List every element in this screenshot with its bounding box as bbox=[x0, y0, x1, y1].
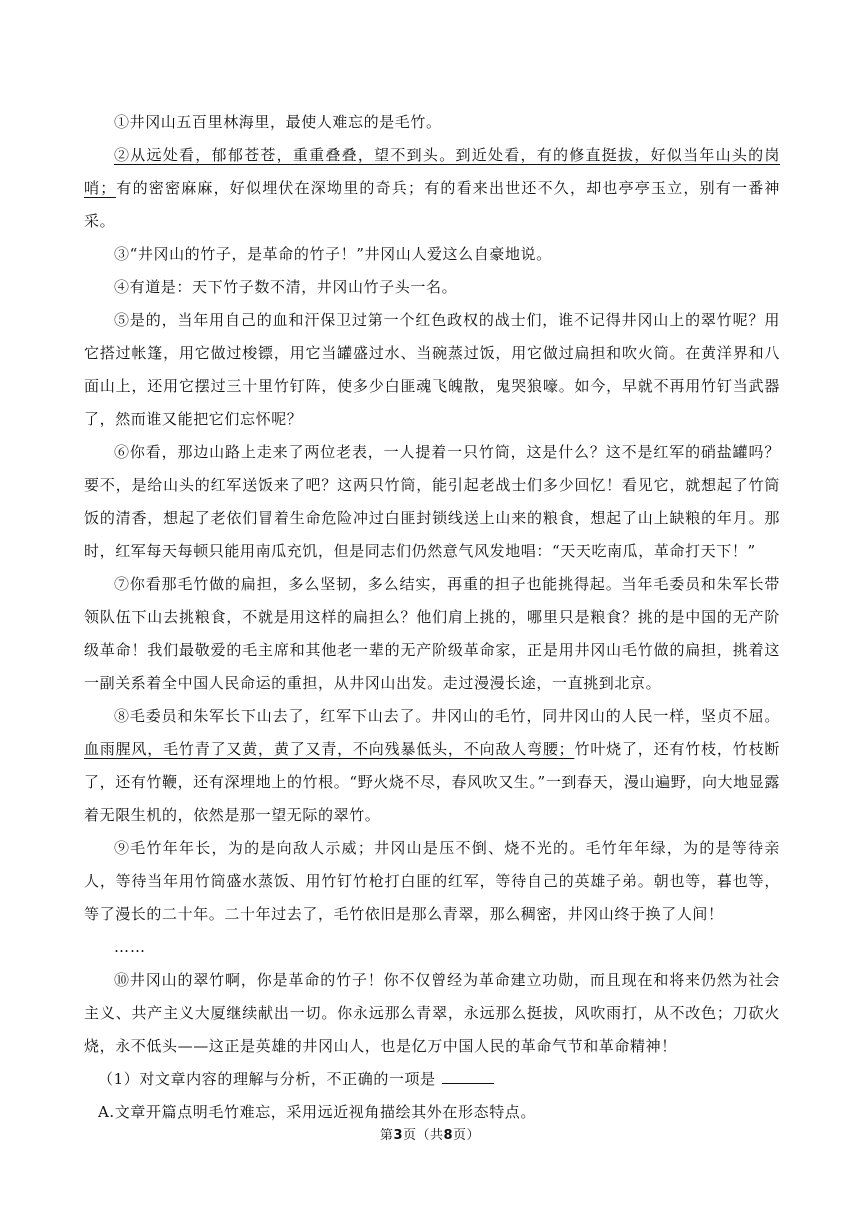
footer-page-number: 3 bbox=[393, 1128, 403, 1143]
question-1 bbox=[84, 1063, 780, 1096]
footer-suffix: 页） bbox=[453, 1128, 481, 1143]
page-footer bbox=[0, 1124, 860, 1143]
question-1-stem: （1）对文章内容的理解与分析，不正确的一项是 bbox=[98, 1070, 436, 1088]
option-a: A.文章开篇点明毛竹难忘，采用远近视角描绘其外在形态特点。 bbox=[98, 1103, 537, 1121]
paragraph-3: ③“井冈山的竹子，是革命的竹子！”井冈山人爱这么自豪地说。 bbox=[114, 245, 552, 263]
paragraph-5: ⑤是的，当年用自己的血和汗保卫过第一个红色政权的战士们，谁不记得井冈山上的翠竹呢？用它搭过帐篷，用它做过梭镖，用它当罐盛过水、当碗蒸过饭，用它做过扁担和吹火筒。在黄洋界和八面山上，还用它摆过三十里竹钉阵，使多少白匪魂飞魄散，鬼哭狼嚎。如今，早就不再用竹钉当武器了，然而谁又能把它们忘怀呢？ bbox=[84, 311, 780, 428]
paragraph-8 bbox=[84, 700, 780, 832]
footer-total-pages: 8 bbox=[443, 1128, 454, 1143]
underlined-sentence-1: ②从远处看，郁郁苍苍，重重叠叠，望不到头。到近处看，有的修直挺拔，好似当年山头的岗哨； bbox=[84, 146, 780, 197]
paragraph-8-rest: 竹叶烧了，还有竹枝，竹枝断了，还有竹鞭，还有深埋地上的竹根。“野火烧不尽，春风吹又生。”一到春天，漫山遍野，向大地显露着无限生机的，依然是那一望无际的翠竹。 bbox=[84, 740, 780, 824]
footer-prefix: 第 bbox=[379, 1128, 394, 1143]
paragraph-6: ⑥你看，那边山路上走来了两位老表，一人提着一只竹筒，这是什么？这不是红军的硝盐罐吗？要不，是给山头的红军送饭来了吧？这两只竹筒，能引起老战士们多少回忆！看见它，就想起了竹筒饭的清香，想起了老依们冒着生命危险冲过白匪封锁线送上山来的粮食，想起了山上缺粮的年月。那时，红军每天每顿只能用南瓜充饥，但是同志们仍然意气风发地唱：“天天吃南瓜，革命打天下！” bbox=[84, 443, 780, 560]
paragraph-7: ⑦你看那毛竹做的扁担，多么坚韧，多么结实，再重的担子也能挑得起。当年毛委员和朱军长带领队伍下山去挑粮食，不就是用这样的扁担么？他们肩上挑的，哪里只是粮食？挑的是中国的无产阶级革命！我们最敬爱的毛主席和其他老一辈的无产阶级革命家，正是用井冈山毛竹做的扁担，挑着这一副关系着全中国人民命运的重担，从井冈山出发。走过漫漫长途，一直挑到北京。 bbox=[84, 575, 780, 692]
paragraph-2 bbox=[84, 139, 780, 238]
reading-passage bbox=[84, 106, 780, 1129]
paragraph-8-start: ⑧毛委员和朱军长下山去了，红军下山去了。井冈山的毛竹，同井冈山的人民一样，坚贞不屈。 bbox=[114, 707, 780, 725]
paragraph-9: ⑨毛竹年年长，为的是向敌人示威；井冈山是压不倒、烧不光的。毛竹年年绿，为的是等待亲人，等待当年用竹筒盛水蒸饭、用竹钉竹枪打白匪的红军，等待自己的英雄子弟。朝也等，暮也等，等了漫长的二十年。二十年过去了，毛竹依旧是那么青翠，那么稠密，井冈山终于换了人间！ bbox=[84, 839, 780, 923]
paragraph-2-rest: 有的密密麻麻，好似埋伏在深坳里的奇兵；有的看来出世还不久，却也亭亭玉立，别有一番神采。 bbox=[84, 179, 781, 230]
footer-middle: 页（共 bbox=[402, 1128, 444, 1143]
paragraph-4: ④有道是：天下竹子数不清，井冈山竹子头一名。 bbox=[114, 278, 458, 296]
paragraph-1: ①井冈山五百里林海里，最使人难忘的是毛竹。 bbox=[114, 113, 442, 131]
paragraph-10: ⑩井冈山的翠竹啊，你是革命的竹子！你不仅曾经为革命建立功勋，而且现在和将来仍然为社会主义、共产主义大厦继续献出一切。你永远那么青翠，永远那么挺拔，风吹雨打，从不改色；刀砍火烧，永不低头——这正是英雄的井冈山人，也是亿万中国人民的革命气节和革命精神！ bbox=[84, 971, 780, 1055]
answer-blank[interactable] bbox=[442, 1067, 494, 1084]
omission-ellipsis: …… bbox=[114, 938, 146, 956]
underlined-sentence-2: 血雨腥风，毛竹青了又黄，黄了又青，不向残暴低头，不向敌人弯腰； bbox=[84, 740, 575, 758]
